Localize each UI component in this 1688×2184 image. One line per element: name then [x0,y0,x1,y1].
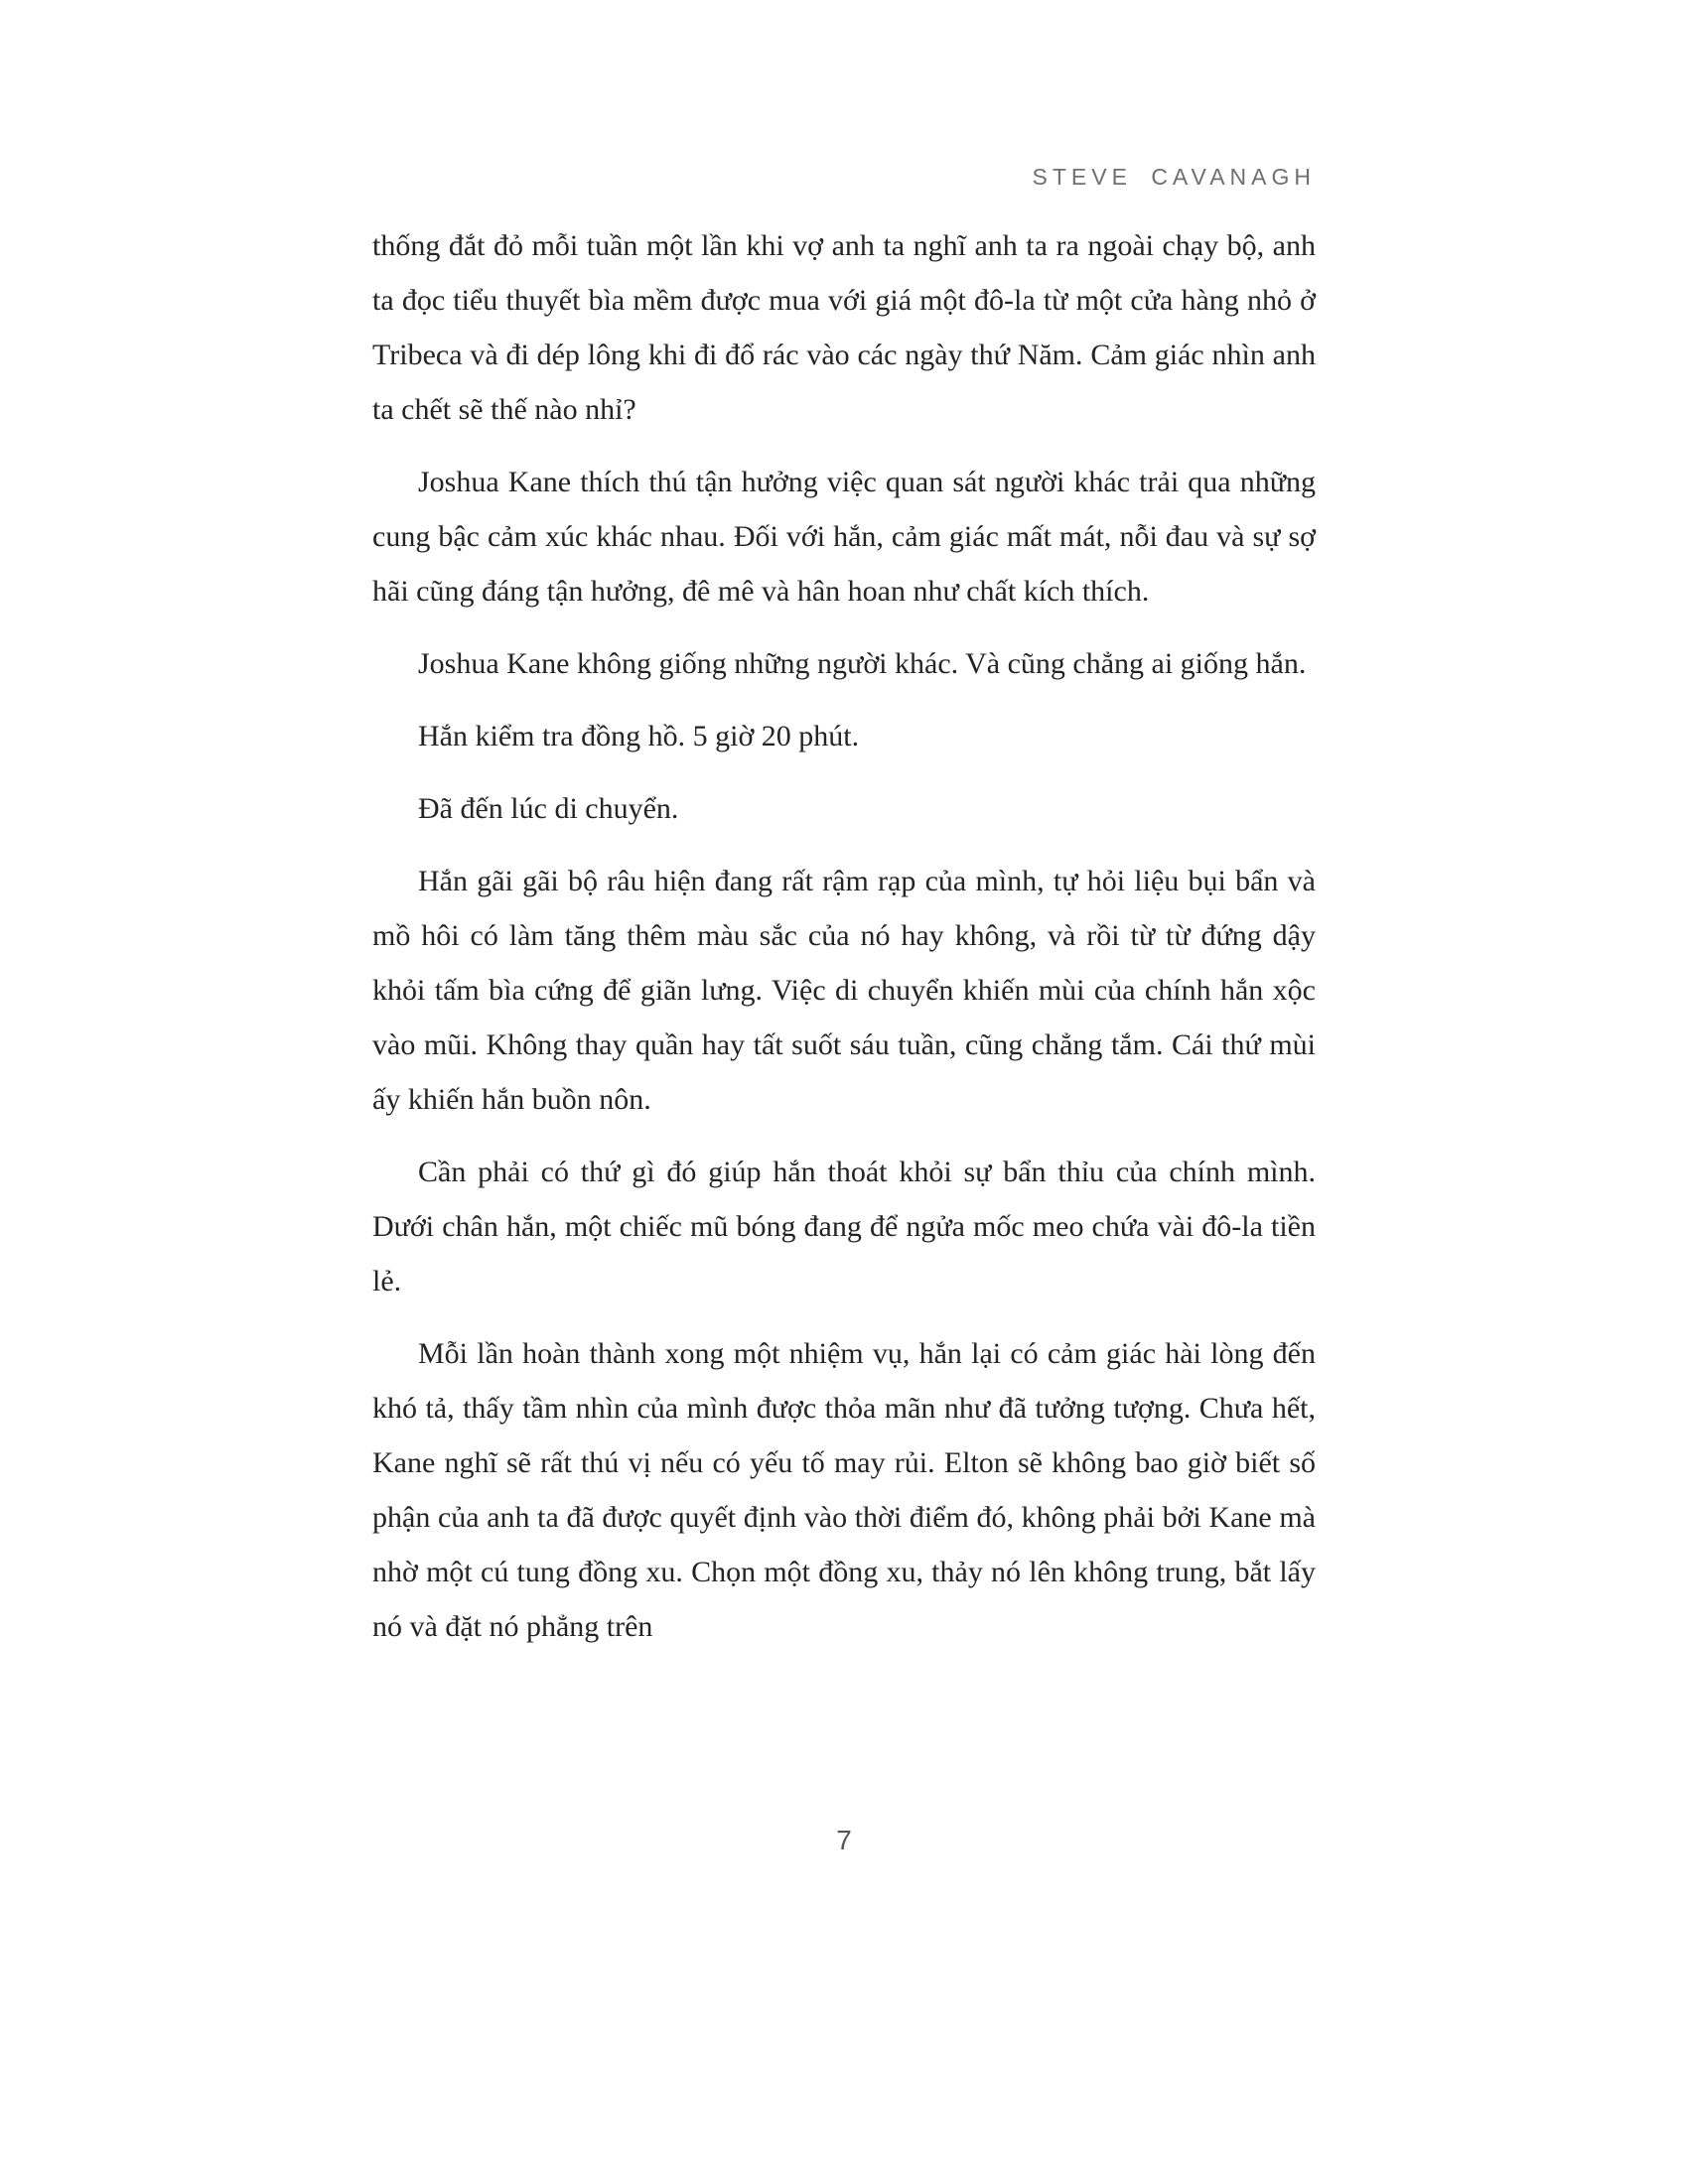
running-header: STEVE CAVANAGH [1032,164,1316,190]
paragraph: Đã đến lúc di chuyển. [418,792,679,825]
text-block [372,0,1316,1672]
paragraph: thống đắt đỏ mỗi tuần một lần khi vợ anh ta nghĩ anh ta ra ngoài chạy bộ, anh ta đọc tiểu thuyết bìa mềm được mua với giá một đô-la từ một cửa hàng nhỏ ở Tribeca và đi dép lông khi đi đổ rác vào các ngày thứ Năm. Cảm giác nhìn anh ta chết sẽ thế nào nhỉ? [372,229,1316,426]
paragraph: Hắn gãi gãi bộ râu hiện đang rất rậm rạp của mình, tự hỏi liệu bụi bẩn và mồ hôi có làm tăng thêm màu sắc của nó hay không, và rồi từ từ đứng dậy khỏi tấm bìa cứng để giãn lưng. Việc di chuyển khiến mùi của chính hắn xộc vào mũi. Không thay quần hay tất suốt sáu tuần, cũng chẳng tắm. Cái thứ mùi ấy khiến hắn buồn nôn. [372,865,1316,1116]
paragraph: Mỗi lần hoàn thành xong một nhiệm vụ, hắn lại có cảm giác hài lòng đến khó tả, thấy tầm nhìn của mình được thỏa mãn như đã tưởng tượng. Chưa hết, Kane nghĩ sẽ rất thú vị nếu có yếu tố may rủi. Elton sẽ không bao giờ biết số phận của anh ta đã được quyết định vào thời điểm đó, không phải bởi Kane mà nhờ một cú tung đồng xu. Chọn một đồng xu, thảy nó lên không trung, bắt lấy nó và đặt nó phẳng trên [372,1337,1316,1643]
page-number: 7 [836,1825,852,1855]
paragraph: Joshua Kane thích thú tận hưởng việc quan sát người khác trải qua những cung bậc cảm xúc khác nhau. Đối với hắn, cảm giác mất mát, nỗi đau và sự sợ hãi cũng đáng tận hưởng, đê mê và hân hoan như chất kích thích. [372,466,1316,608]
paragraph: Joshua Kane không giống những người khác. Và cũng chẳng ai giống hắn. [418,647,1307,680]
paragraph: Cần phải có thứ gì đó giúp hắn thoát khỏi sự bẩn thỉu của chính mình. Dưới chân hắn, một chiếc mũ bóng đang để ngửa mốc meo chứa vài đô-la tiền lẻ. [372,1156,1316,1297]
paragraph: Hắn kiểm tra đồng hồ. 5 giờ 20 phút. [418,720,860,752]
body-text [372,218,1316,1654]
